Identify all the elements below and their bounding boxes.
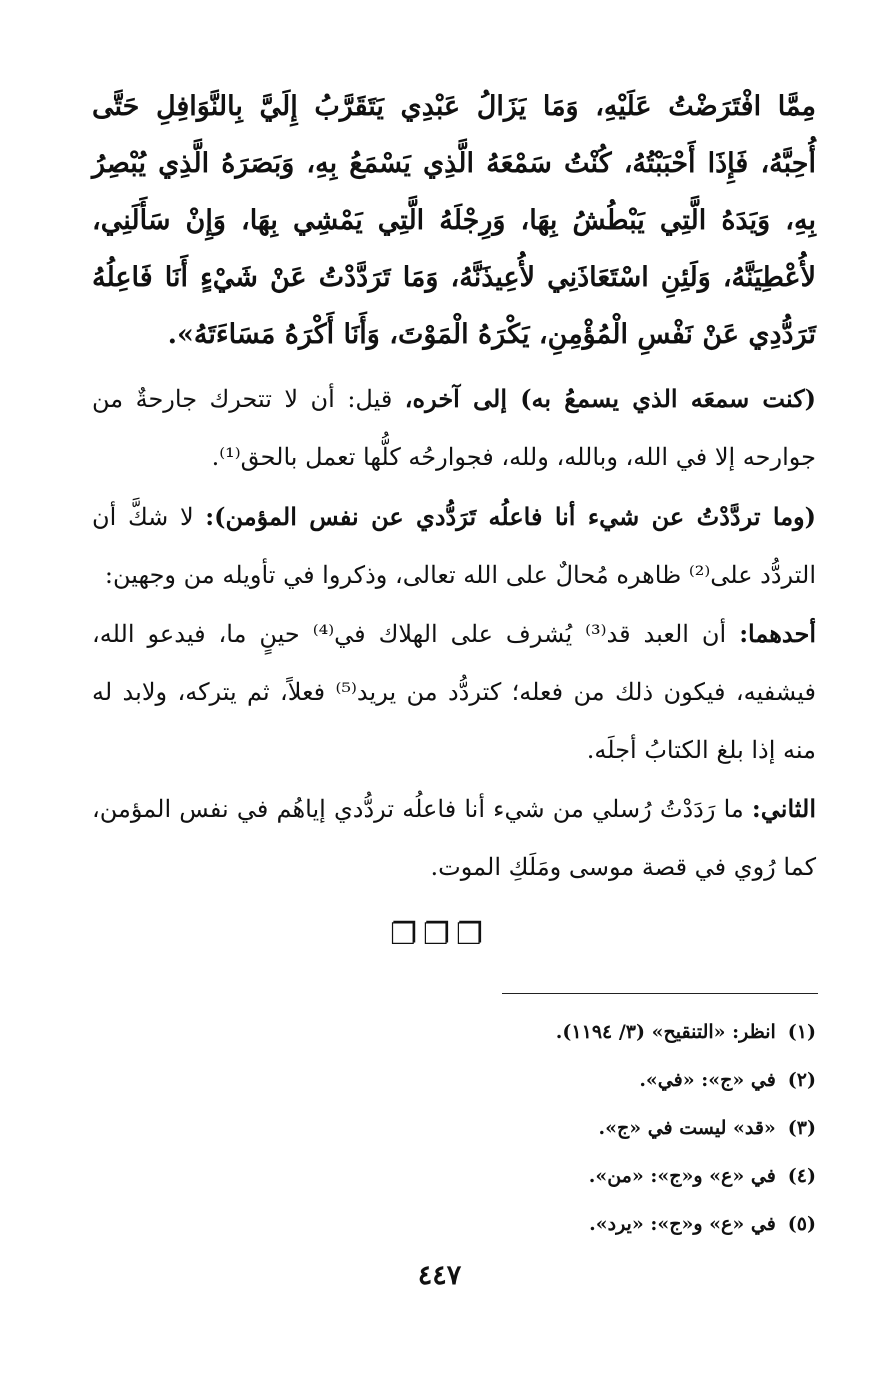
footnote-1 [430,1008,816,1056]
footnote-4 [430,1152,816,1200]
hadith-text: مِمَّا افْتَرَضْتُ عَلَيْهِ، وَمَا يَزَالُ عَبْدِي يَتَقَرَّبُ إِلَيَّ بِالنَّوَافِلِ حَتَّى أُحِبَّهُ، فَإِذَا أَحْبَبْتُهُ، كُنْتُ سَمْعَهُ الَّذِي يَسْمَعُ بِهِ، وَبَصَرَهُ الَّذِي يُبْصِرُ بِهِ، وَيَدَهُ الَّتِي يَبْطُشُ بِهَا، وَرِجْلَهُ الَّتِي يَمْشِي بِهَا، وَإِنْ سَأَلَنِي، لأُعْطِيَنَّهُ، وَلَئِنِ اسْتَعَاذَنِي لأُعِيذَنَّهُ، وَمَا تَرَدَّدْتُ عَنْ شَيْءٍ أَنَا فَاعِلُهُ تَرَدُّدِي عَنْ نَفْسِ الْمُؤْمِنِ، يَكْرَهُ الْمَوْتَ، وَأَنَا أَكْرَهُ مَسَاءَتَهُ». [92,91,816,350]
page-number: ٤٤٧ [417,1260,462,1291]
footnotes-list [430,1008,816,1248]
footnote-number: (٢) [787,1069,816,1091]
paragraph-body: لا شكَّ أن التردُّد على⁽²⁾ ظاهره مُحالٌ على الله تعالى، وذكروا في تأويله من وجهين: [92,503,816,589]
commentary-paragraph-2 [92,488,816,604]
paragraph-body: ما رَدَدْتُ رُسلي من شيء أنا فاعلُه تردُّدي إياهُم في نفس المؤمن، كما رُوي في قصة موسى ومَلَكِ الموت. [92,795,816,881]
section-separator: ❐❐❐ [390,917,489,952]
quoted-phrase: (كنت سمعَه الذي يسمعُ به) إلى آخره، [404,384,816,413]
footnote-number: (٣) [787,1117,816,1139]
commentary-paragraph-1 [92,370,816,486]
quoted-phrase: (وما تردَّدْتُ عن شيء أنا فاعلُه تَرَدُّدي عن نفس المؤمن): [205,502,817,531]
paragraph-body: أن العبد قد⁽³⁾ يُشرف على الهلاك في⁽⁴⁾ حينٍ ما، فيدعو الله، فيشفيه، فيكون ذلك من فعله؛ كتردُّد من يريد⁽⁵⁾ فعلاً، ثم يتركه، ولابد له منه إذا بلغ الكتابُ أجلَه. [92,620,816,764]
footnote-number: (٤) [787,1165,816,1187]
footnote-5 [430,1200,816,1248]
footnote-text: في «ج»: «في». [639,1069,776,1091]
commentary-paragraph-3 [92,605,816,779]
paragraph-body: قيل: أن لا تتحرك جارحةٌ من جوارحه إلا في الله، وبالله، ولله، فجوارحُه كلُّها تعمل بالحق⁽¹⁾. [92,385,816,471]
footnote-number: (٥) [787,1213,816,1235]
footnote-divider [502,993,818,994]
footnote-text: انظر: «التنقيح» (٣/ ١١٩٤). [555,1021,776,1043]
footnote-text: في «ع» و«ج»: «من». [588,1165,776,1187]
footnote-number: (١) [787,1021,816,1043]
point-heading: أحدهما: [739,619,816,648]
point-heading: الثاني: [751,794,816,823]
footnote-text: في «ع» و«ج»: «يرد». [589,1213,776,1235]
footnote-text: «قد» ليست في «ج». [598,1117,776,1139]
commentary-paragraph-4 [92,780,816,896]
footnote-2 [430,1056,816,1104]
footnote-3 [430,1104,816,1152]
